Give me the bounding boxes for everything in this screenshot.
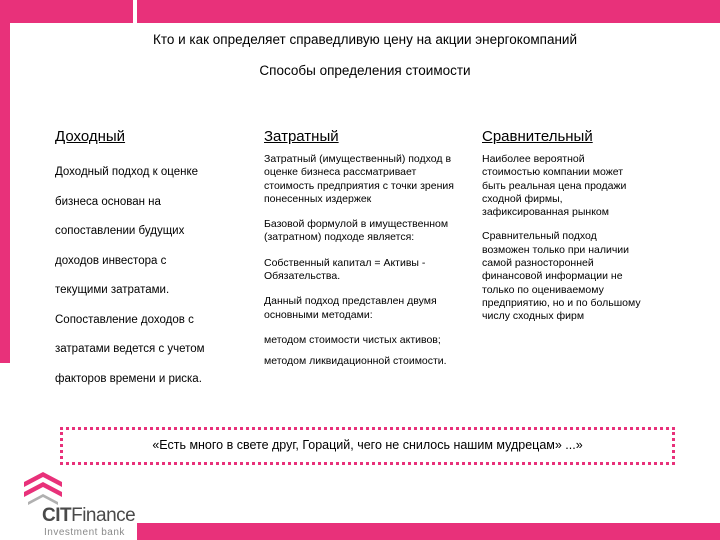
cost-paragraph: методом стоимости чистых активов; (264, 333, 441, 346)
bottom-accent-bar (137, 523, 720, 540)
cost-paragraph: Данный подход представлен двумя основными методами: (264, 295, 437, 321)
top-accent-bar-left (0, 0, 133, 23)
brand-logo (42, 505, 135, 527)
cost-column (264, 153, 464, 381)
income-line: сопоставлении будущих (55, 225, 185, 237)
slide-subtitle: Способы определения стоимости (259, 63, 471, 78)
income-line: затратами ведется с учетом (55, 343, 205, 355)
quote-box (60, 427, 675, 465)
brand-regular: Finance (71, 505, 136, 526)
slide-title: Кто и как определяет справедливую цену на акции энергокомпаний (152, 32, 577, 47)
heading-cost: Затратный (264, 128, 339, 145)
cost-paragraph: методом ликвидационной стоимости. (264, 355, 447, 368)
heading-income: Доходный (55, 128, 126, 145)
left-accent-bar (0, 23, 10, 363)
comparative-paragraph: Сравнительный подход возможен только при наличии самой разносторонней финансовой информации не только по оцениваемому предприятию, но и по большому числу сходных фирм (482, 230, 641, 323)
income-line: доходов инвестора с (55, 254, 167, 267)
cost-paragraph: Затратный (имущественный) подход в оценке бизнеса рассматривает стоимость предприятия с точки зрения понесенных издержек (264, 153, 454, 205)
brand-bold: CIT (42, 505, 72, 526)
citfinance-logo-icon (22, 470, 64, 506)
income-column (55, 165, 255, 401)
brand-tagline: Investment bank (44, 527, 125, 538)
comparative-paragraph: Наиболее вероятной стоимостью компании может быть реальная цена продажи сходной фирмы, зафиксированная рынком (482, 153, 627, 219)
comparative-column (482, 153, 642, 335)
income-line: Доходный подход к оценке (55, 166, 199, 178)
cost-paragraph: Базовой формулой в имущественном (затратном) подходе является: (264, 218, 449, 244)
cost-paragraph: Собственный капитал = Активы - Обязательства. (264, 256, 426, 283)
income-line: бизнеса основан на (55, 195, 161, 208)
income-line: факторов времени и риска. (55, 372, 202, 385)
income-line: текущими затратами. (55, 284, 170, 296)
quote-text: «Есть много в свете друг, Гораций, чего не снилось нашим мудрецам» ...» (152, 438, 583, 452)
income-line: Сопоставление доходов с (55, 313, 194, 326)
heading-comparative: Сравнительный (482, 128, 593, 145)
top-accent-bar-right (137, 0, 720, 23)
